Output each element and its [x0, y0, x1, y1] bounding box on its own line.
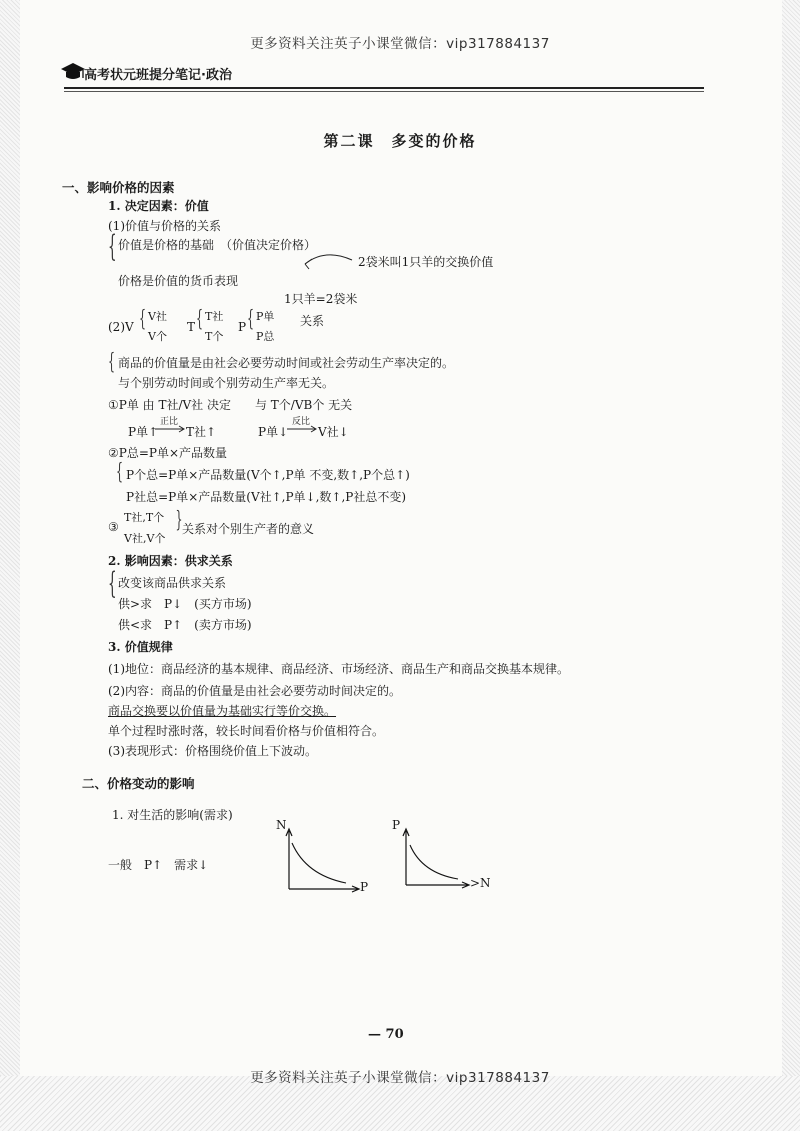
arrow-a-label: 正比	[160, 417, 179, 427]
scan-edge-left	[0, 0, 20, 1131]
conclusion-2: ②P总=P单×产品数量	[108, 446, 228, 460]
general-rule: 一般 P↑ 需求↓	[108, 858, 209, 872]
p-zong: P总	[256, 330, 275, 343]
arrow-a-left: P单↑	[128, 425, 159, 439]
factor-1a: (1)价值与价格的关系	[108, 219, 221, 233]
section-heading-2: 二、价格变动的影响	[82, 776, 195, 791]
v-ge: V个	[148, 330, 167, 343]
t-she: T社	[205, 310, 224, 323]
watermark-top: 更多资料关注英子小课堂微信：vip317884137	[250, 36, 550, 52]
arrow-b-left: P单↓	[258, 425, 289, 439]
header-rule-thin	[64, 91, 704, 92]
supply-line-2: 供>求 P↓ (买方市场)	[118, 597, 252, 611]
brace: {	[196, 307, 203, 332]
factor-1: 1. 决定因素：价值	[108, 199, 209, 213]
brace: {	[108, 229, 117, 264]
law-line-1: (1)地位：商品经济的基本规律、商品经济、市场经济、商品生产和商品交换基本规律。	[108, 662, 570, 676]
relation-line-2: 价格是价值的货币表现	[118, 274, 239, 288]
conclusion-2b: P社总=P单×产品数量(V社↑,P单↓,数↑,P社总不变)	[126, 490, 407, 504]
exchange-bottom: 1只羊=2袋米	[284, 292, 358, 306]
conclusion-3-top: T社,T个	[124, 511, 165, 524]
page-title: 第二课 多变的价格	[323, 132, 477, 150]
brace: {	[139, 307, 146, 332]
p-dan: P单	[256, 310, 275, 323]
graduation-cap-icon	[60, 60, 86, 82]
supply-line-3: 供<求 P↑ (卖方市场)	[118, 618, 252, 632]
header-rule	[64, 87, 704, 89]
watermark-bottom: 更多资料关注英子小课堂微信：vip317884137	[250, 1070, 550, 1086]
law-line-4: 单个过程时涨时落，较长时间看价格与价值相符合。	[108, 724, 385, 738]
right-arrow-icon	[287, 425, 319, 433]
book-header: 高考状元班提分笔记·政治	[84, 68, 232, 83]
brace: {	[116, 460, 123, 485]
conclusion-3-number: ③	[108, 520, 119, 534]
impact-item-1: 1. 对生活的影响(需求)	[112, 808, 233, 822]
arrow-b-label: 反比	[292, 417, 311, 427]
demand-curve-graph-1	[276, 825, 372, 897]
determine-line-2: 与个别劳动时间或个别劳动生产率无关。	[118, 376, 335, 390]
relation-line-1: 价值是价格的基础 （价值决定价格）	[118, 238, 317, 252]
supply-line-1: 改变该商品供求关系	[118, 576, 227, 590]
law-line-2: (2)内容：商品的价值量是由社会必要劳动时间决定的。	[108, 684, 402, 698]
graph-1-y-label: N	[276, 818, 287, 832]
law-line-5: (3)表现形式：价格围绕价值上下波动。	[108, 744, 317, 758]
brace: {	[247, 307, 254, 332]
arrow-b-right: V社↓	[318, 425, 349, 439]
section-heading-1: 一、影响价格的因素	[62, 180, 175, 195]
law-line-3: 商品交换要以价值量为基础实行等价交换。	[108, 704, 337, 718]
v2-prefix: (2)V	[108, 320, 134, 334]
right-arrow-icon	[155, 425, 187, 433]
determine-line-1: 商品的价值量是由社会必要劳动时间或社会劳动生产率决定的。	[118, 356, 455, 370]
conclusion-1: ①P单 由 T社/V社 决定 与 T个/VB个 无关	[108, 398, 353, 412]
brace: {	[108, 350, 115, 375]
exchange-arc	[270, 250, 360, 290]
exchange-top: 2袋米叫1只羊的交换价值	[358, 255, 494, 269]
scan-edge-right	[782, 0, 800, 1131]
factor-3: 3. 价值规律	[108, 640, 173, 654]
arrow-a-right: T社↑	[186, 425, 217, 439]
t-prefix: T	[187, 320, 196, 334]
graph-1-x-label: P	[360, 880, 369, 894]
conclusion-3-bottom: V社,V个	[124, 532, 166, 545]
p-prefix: P	[238, 320, 247, 334]
v-she: V社	[148, 310, 167, 323]
brace: {	[175, 508, 183, 533]
page-number: — 70	[368, 1027, 404, 1042]
t-ge: T个	[205, 330, 224, 343]
graph-2-y-label: P	[392, 818, 401, 832]
factor-2: 2. 影响因素：供求关系	[108, 554, 233, 568]
brace: {	[108, 566, 117, 601]
relation-label: 关系	[300, 314, 325, 328]
conclusion-2a: P个总=P单×产品数量(V个↑,P单 不变,数↑,P个总↑)	[126, 468, 410, 482]
conclusion-3-text: 关系对个别生产者的意义	[182, 522, 315, 536]
graph-2-x-label: >N	[470, 876, 491, 890]
